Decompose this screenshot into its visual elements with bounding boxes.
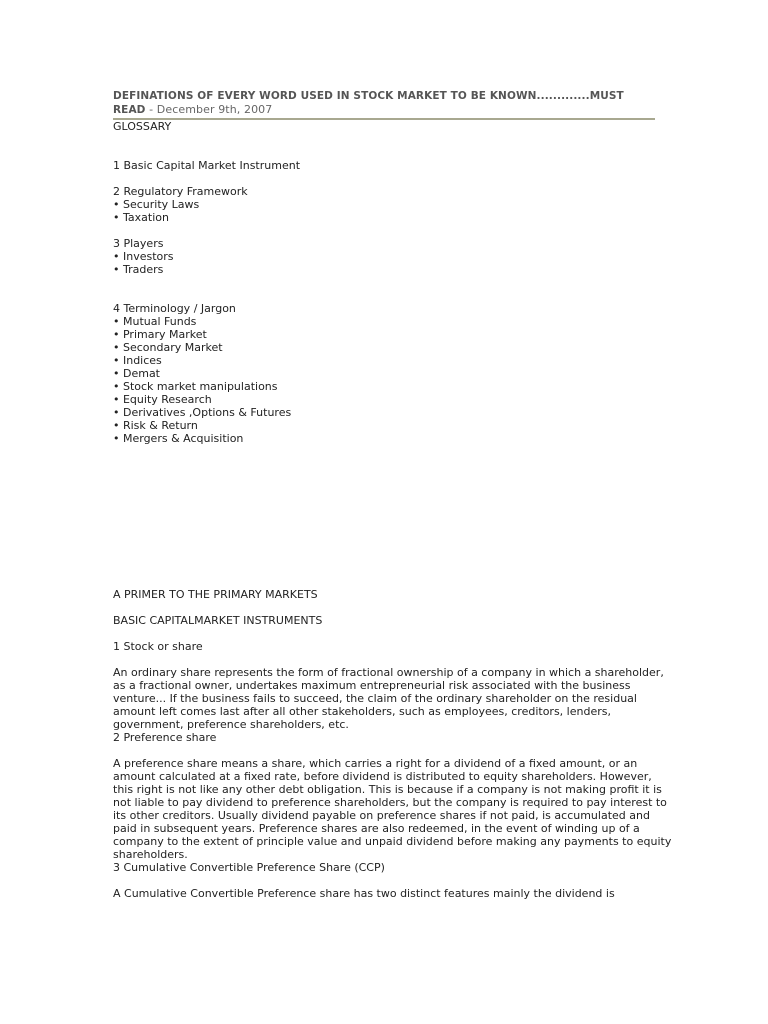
outline-item: • Stock market manipulations xyxy=(113,380,278,393)
outline-item: • Investors xyxy=(113,250,174,263)
paragraph-line: amount left comes last after all other stakeholders, such as employees, creditors, lenders, xyxy=(113,705,611,718)
instruments-heading: BASIC CAPITALMARKET INSTRUMENTS xyxy=(113,614,323,627)
outline-item: • Security Laws xyxy=(113,198,200,211)
outline-item: • Demat xyxy=(113,367,160,380)
outline-item: • Risk & Return xyxy=(113,419,198,432)
paragraph-ccp xyxy=(113,887,658,900)
outline-section-1: 1 Basic Capital Market Instrument xyxy=(113,159,301,172)
title-line-1: DEFINATIONS OF EVERY WORD USED IN STOCK MARKET TO BE KNOWN.............MUST xyxy=(113,90,624,102)
paragraph-line: amount calculated at a fixed rate, before dividend is distributed to equity shareholders. However, xyxy=(113,770,652,783)
section-heading-ccp: 3 Cumulative Convertible Preference Share (CCP) xyxy=(113,861,385,874)
paragraph-line: company to the extent of principle value and unpaid dividend before making any payments to equity xyxy=(113,835,672,848)
paragraph-line: An ordinary share represents the form of fractional ownership of a company in which a shareholder, xyxy=(113,666,664,679)
outline-item: • Equity Research xyxy=(113,393,212,406)
paragraph-line: its other creditors. Usually dividend payable on preference shares if not paid, is accumulated and xyxy=(113,809,650,822)
outline-item: • Taxation xyxy=(113,211,169,224)
outline-section-3: 3 Players xyxy=(113,237,164,250)
glossary-heading: GLOSSARY xyxy=(113,120,172,133)
section-heading-preference: 2 Preference share xyxy=(113,731,217,744)
paragraph-preference xyxy=(113,757,672,861)
paragraph-line: A Cumulative Convertible Preference share has two distinct features mainly the dividend is xyxy=(113,887,615,900)
outline-item: • Mutual Funds xyxy=(113,315,197,328)
paragraph-line: this right is not like any other debt obligation. This is because if a company is not making profit it is xyxy=(113,783,662,796)
outline-item: • Mergers & Acquisition xyxy=(113,432,244,445)
title-line-2: READ xyxy=(113,104,146,116)
paragraph-line: venture... If the business fails to succeed, the claim of the ordinary shareholder on the residual xyxy=(113,692,637,705)
outline-item: • Derivatives ,Options & Futures xyxy=(113,406,292,419)
paragraph-line: paid in subsequent years. Preference shares are also redeemed, in the event of winding up of a xyxy=(113,822,640,835)
document-page xyxy=(113,90,672,900)
paragraph-line: as a fractional owner, undertakes maximum entrepreneurial risk associated with the business xyxy=(113,679,631,692)
outline-item: • Indices xyxy=(113,354,162,367)
paragraph-line: not liable to pay dividend to preference shareholders, but the company is required to pay interest to xyxy=(113,796,667,809)
outline-item: • Traders xyxy=(113,263,164,276)
post-date: - December 9th, 2007 xyxy=(145,103,273,116)
outline-section-2: 2 Regulatory Framework xyxy=(113,185,248,198)
outline-section-4: 4 Terminology / Jargon xyxy=(113,302,236,315)
primer-heading: A PRIMER TO THE PRIMARY MARKETS xyxy=(113,588,318,601)
article-title xyxy=(113,90,658,117)
paragraph-line: shareholders. xyxy=(113,848,188,861)
outline-item: • Primary Market xyxy=(113,328,207,341)
paragraph-stock xyxy=(113,666,664,731)
section-heading-stock: 1 Stock or share xyxy=(113,640,203,653)
paragraph-line: A preference share means a share, which carries a right for a dividend of a fixed amount, or an xyxy=(113,757,638,770)
outline-item: • Secondary Market xyxy=(113,341,223,354)
paragraph-line: government, preference shareholders, etc. xyxy=(113,718,349,731)
